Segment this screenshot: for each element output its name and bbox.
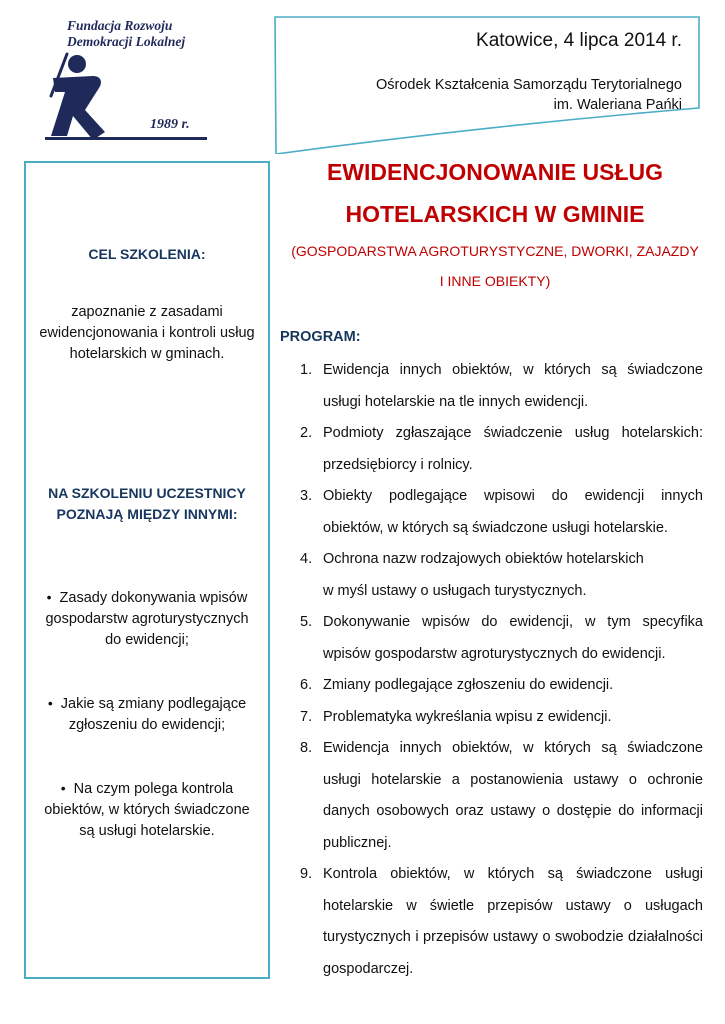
foundation-logo xyxy=(45,14,210,142)
sidebar-bullet: • Zasady dokonywania wpisów gospodarstw agroturystycznych do ewidencji; xyxy=(26,587,268,651)
sidebar-panel xyxy=(24,161,270,979)
program-item: 5. Dokonywanie wpisów do ewidencji, w tym specyfika wpisów gospodarstw agroturystycznych do ewidencji. xyxy=(300,614,703,662)
organizer-name: Ośrodek Kształcenia Samorządu Terytorialnego im. Waleriana Pańki xyxy=(375,77,682,113)
header-box xyxy=(274,16,700,154)
program-item: 6. Zmiany podlegające zgłoszeniu do ewidencji. xyxy=(300,677,614,693)
title-line-1: EWIDENCJONOWANIE USŁUG xyxy=(326,159,664,185)
document-date: Katowice, 4 lipca 2014 r. xyxy=(476,30,682,51)
program-list xyxy=(280,355,703,985)
program-item: 4. Ochrona nazw rodzajowych obiektów hotelarskich w myśl ustawy o usługach turystycznych. xyxy=(300,551,644,599)
program-item: 1. Ewidencja innych obiektów, w których są świadczone usługi hotelarskie na tle innych ewidencji. xyxy=(300,362,703,410)
program-item: 7. Problematyka wykreślania wpisu z ewidencji. xyxy=(300,708,612,725)
program-item: 2. Podmioty zgłaszające świadczenie usług hotelarskich: przedsiębiorcy i rolnicy. xyxy=(300,425,703,473)
program-item: 8. Ewidencja innych obiektów, w których są świadczone usługi hotelarskie a postanowienia ustawy o ochronie danych osobowych oraz ustawy o dostępie do informacji publicznej. xyxy=(300,740,703,851)
goal-heading: CEL SZKOLENIA: xyxy=(88,246,206,262)
program-item: 3. Obiekty podlegające wpisowi do ewidencji innych obiektów, w których są świadczone usługi hotelarskie. xyxy=(300,488,703,536)
title-line-2: HOTELARSKICH W GMINIE xyxy=(345,201,645,227)
learn-heading: NA SZKOLENIU UCZESTNICY POZNAJĄ MIĘDZY INNYMI: xyxy=(48,485,246,522)
sidebar-bullet: • Na czym polega kontrola obiektów, w których świadczone są usługi hotelarskie. xyxy=(26,778,268,842)
logo-figure-icon xyxy=(45,52,135,142)
sidebar-bullet: • Jakie są zmiany podlegające zgłoszeniu do ewidencji; xyxy=(26,693,268,736)
program-label: PROGRAM: xyxy=(280,329,361,345)
subtitle-line-1: (GOSPODARSTWA AGROTURYSTYCZNE, DWORKI, ZAJAZDY xyxy=(291,243,699,259)
goal-text: zapoznanie z zasadami ewidencjonowania i kontroli usług hotelarskich w gminach. xyxy=(39,304,255,362)
logo-year: 1989 r. xyxy=(150,117,190,132)
logo-divider xyxy=(45,137,207,140)
subtitle-line-2: I INNE OBIEKTY) xyxy=(439,273,551,289)
program-item: 9. Kontrola obiektów, w których są świadczone usługi hotelarskie w świetle przepisów ustawy o usługach turystycznych i przepisów ustawy o swobodzie działalności gospodarczej. xyxy=(300,866,703,977)
logo-name: Fundacja Rozwoju Demokracji Lokalnej xyxy=(67,18,186,49)
